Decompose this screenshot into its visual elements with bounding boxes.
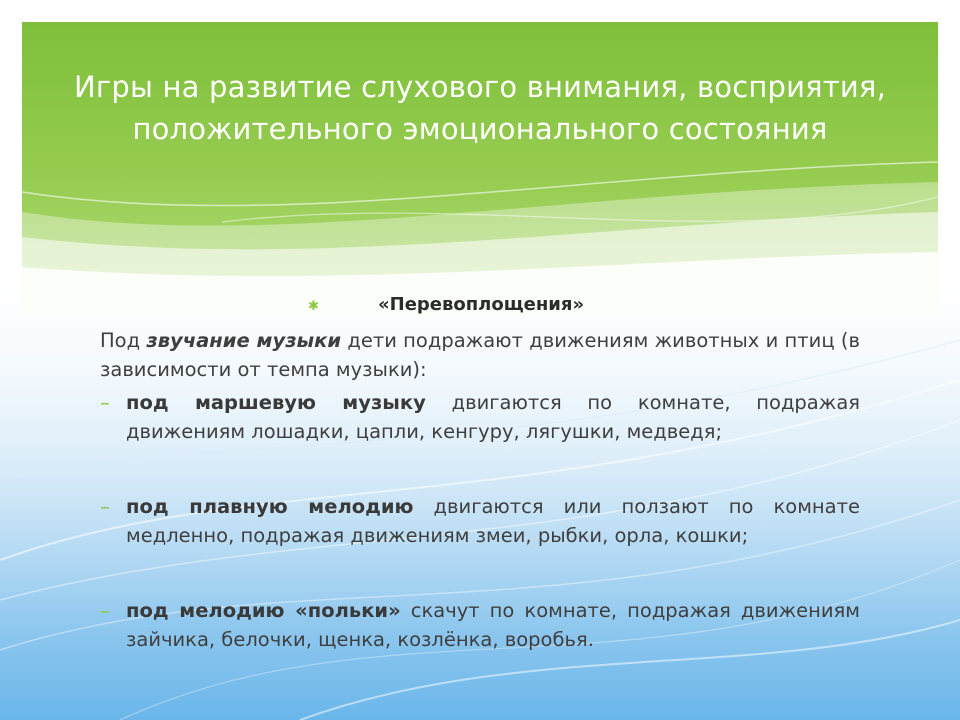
title-header	[22, 22, 938, 316]
list-item	[100, 388, 860, 446]
item-text: скачут по комнате, подражая движениям зайчика, белочки, щенка, козлёнка, воробья.	[126, 599, 861, 651]
dash-bullet-icon: –	[100, 495, 110, 518]
list-item	[100, 492, 860, 550]
item-text: двигаются или ползают по комнате медленно, подражая движениям змеи, рыбки, орла, кошки;	[126, 495, 860, 547]
dash-bullet-icon: –	[100, 599, 110, 622]
intro-paragraph	[100, 326, 860, 384]
slide-body	[100, 290, 860, 654]
list-item	[100, 596, 860, 654]
game-name: «Перевоплощения»	[378, 294, 585, 315]
item-bold: под мелодию «польки»	[126, 599, 401, 622]
item-text: двигаются по комнате, подражая движениям лошадки, цапли, кенгуру, лягушки, медведя;	[126, 391, 860, 443]
dash-bullet-icon: –	[100, 391, 110, 414]
item-bold: под маршевую музыку	[126, 391, 426, 414]
intro-suffix: дети подражают движениям животных и птиц (в зависимости от темпа музыки):	[100, 329, 860, 381]
intro-prefix: Под	[100, 329, 147, 352]
game-heading-row	[100, 290, 860, 320]
slide-title: Игры на развитие слухового внимания, восприятия, положительного эмоционального состояния	[74, 70, 886, 146]
intro-emphasis: звучание музыки	[146, 329, 342, 352]
item-bold: под плавную мелодию	[126, 495, 414, 518]
asterisk-bullet-icon: ✱	[308, 299, 319, 314]
